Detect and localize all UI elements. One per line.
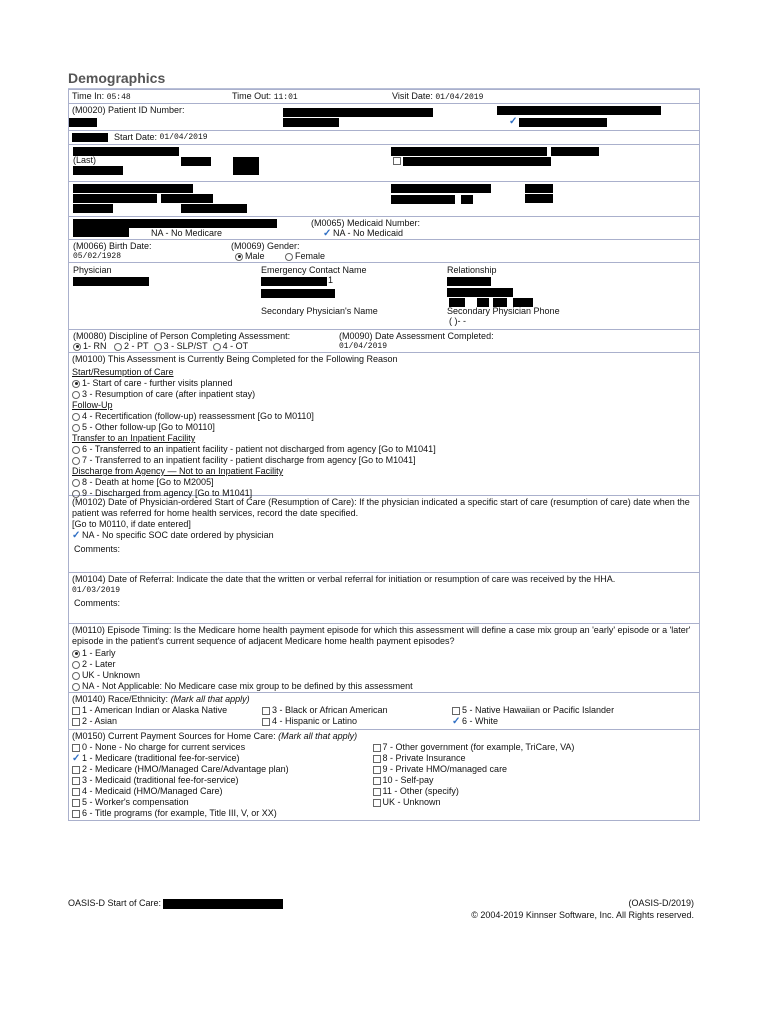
payment-9-checkbox[interactable] — [373, 766, 381, 774]
m0150-mark: (Mark all that apply) — [278, 731, 358, 741]
m0100-opt1-label: 1- Start of care - further visits planned — [82, 378, 233, 388]
checkbox[interactable] — [393, 157, 401, 165]
race-2-label: 2 - Asian — [82, 716, 118, 726]
payment-4-checkbox[interactable] — [72, 788, 80, 796]
redaction — [181, 204, 247, 213]
redaction — [73, 166, 123, 175]
redaction — [73, 184, 193, 193]
redaction — [261, 277, 327, 286]
secondary-physician-name-label: Secondary Physician's Name — [261, 306, 378, 316]
footer — [68, 898, 694, 920]
m0110-uk-radio[interactable] — [72, 672, 80, 680]
payment-0-checkbox[interactable] — [72, 744, 80, 752]
medicare-section — [68, 217, 700, 240]
redaction — [497, 106, 661, 115]
m0140-mark: (Mark all that apply) — [170, 694, 250, 704]
redaction — [233, 157, 259, 166]
gender-female-radio[interactable] — [285, 253, 293, 261]
m0100-opt4-label: 4 - Recertification (follow-up) reassessment [Go to M0110] — [82, 411, 314, 421]
redaction — [391, 195, 455, 204]
race-2-checkbox[interactable] — [72, 718, 80, 726]
check-icon: ✓ — [72, 530, 81, 541]
m0100-opt4-radio[interactable] — [72, 413, 80, 421]
redaction — [551, 147, 599, 156]
payment-1-label: 1 - Medicare (traditional fee-for-service) — [82, 753, 240, 763]
redaction — [391, 184, 491, 193]
gender-label: (M0069) Gender: — [231, 241, 300, 251]
race-3-label: 3 - Black or African American — [272, 705, 388, 715]
m0104-date: 01/03/2019 — [72, 586, 121, 595]
check-icon: ✓ — [72, 753, 81, 764]
m0100-opt8-label: 8 - Death at home [Go to M2005] — [82, 477, 214, 487]
m0110-section — [68, 624, 700, 693]
payment-11-checkbox[interactable] — [373, 788, 381, 796]
contacts-section — [68, 263, 700, 330]
m0102-section — [68, 496, 700, 573]
m0100-opt5-label: 5 - Other follow-up [Go to M0110] — [82, 422, 215, 432]
m0140-label: (M0140) Race/Ethnicity: — [72, 694, 169, 704]
redaction — [283, 108, 433, 117]
redaction — [391, 147, 547, 156]
race-1-checkbox[interactable] — [72, 707, 80, 715]
race-4-label: 4 - Hispanic or Latino — [272, 716, 358, 726]
m0104-comments-label: Comments: — [74, 598, 121, 608]
redaction — [73, 194, 157, 203]
gender-male-radio[interactable] — [235, 253, 243, 261]
payment-6-checkbox[interactable] — [72, 810, 80, 818]
race-1-label: 1 - American Indian or Alaska Native — [82, 705, 228, 715]
race-3-checkbox[interactable] — [262, 707, 270, 715]
m0100-opt9-label: 9 - Discharged from agency [Go to M1041] — [82, 488, 253, 498]
m0102-goto: [Go to M0110, if date entered] — [72, 519, 191, 529]
redaction — [525, 194, 553, 203]
m0100-section — [68, 353, 700, 496]
m0100-opt7-label: 7 - Transferred to an inpatient facility - patient discharge from agency [Go to M1041] — [82, 455, 416, 465]
m0100-opt3-label: 3 - Resumption of care (after inpatient stay) — [82, 389, 256, 399]
payment-9-label: 9 - Private HMO/managed care — [382, 764, 508, 774]
m0110-na-label: NA - Not Applicable: No Medicare case mix group to be defined by this assessment — [82, 681, 413, 691]
redaction — [447, 288, 513, 297]
payment-8-checkbox[interactable] — [373, 755, 381, 763]
redaction — [403, 157, 551, 166]
m0150-section — [68, 730, 700, 821]
patient-id-section — [68, 104, 700, 131]
redaction — [73, 204, 113, 213]
m0110-uk-label: UK - Unknown — [82, 670, 141, 680]
medicaid-label: (M0065) Medicaid Number: — [311, 218, 421, 228]
start-date-label: Start Date: — [114, 132, 158, 142]
m0104-label: (M0104) Date of Referral: Indicate the date that the written or verbal referral for initiation or resumption of care was received by the HHA. — [72, 574, 616, 584]
payment-5-checkbox[interactable] — [72, 799, 80, 807]
redaction — [69, 118, 97, 127]
payment-3-label: 3 - Medicaid (traditional fee-for-service) — [82, 775, 239, 785]
gender-female-label: Female — [295, 251, 326, 261]
redaction — [525, 184, 553, 193]
payment-10-label: 10 - Self-pay — [382, 775, 434, 785]
payment-uk-label: UK - Unknown — [382, 797, 441, 807]
time-row — [68, 89, 700, 104]
m0102-na-label: NA - No specific SOC date ordered by physician — [82, 530, 274, 540]
time-in-value: 05:48 — [106, 92, 131, 102]
m0100-group-start: Start/Resumption of Care — [72, 367, 174, 377]
relationship-label: Relationship — [447, 265, 497, 275]
birth-gender-section — [68, 240, 700, 263]
start-date-row — [68, 131, 700, 145]
patient-id-label: (M0020) Patient ID Number: — [72, 105, 185, 115]
time-in-label: Time In: — [72, 90, 105, 101]
m0110-early-radio[interactable] — [72, 650, 80, 658]
m0100-group-transfer: Transfer to an Inpatient Facility — [72, 433, 196, 443]
race-5-label: 5 - Native Hawaiian or Pacific Islander — [462, 705, 615, 715]
redaction — [72, 133, 108, 142]
m0110-label: (M0110) Episode Timing: Is the Medicare home health payment episode for which this assessment will define a case mix group an 'early' episode or a 'later' episode in the patient's current sequence of adjacent Medicare home health payment episodes? — [72, 625, 691, 646]
discipline-pt-label: 2 - PT — [124, 341, 149, 351]
m0100-opt5-radio[interactable] — [72, 424, 80, 432]
m0102-comments-label: Comments: — [74, 544, 121, 554]
payment-5-label: 5 - Worker's compensation — [82, 797, 189, 807]
m0100-opt7-radio[interactable] — [72, 457, 80, 465]
visit-date-value: 01/04/2019 — [435, 92, 484, 102]
payment-0-label: 0 - None - No charge for current services — [82, 742, 246, 752]
address-section — [68, 182, 700, 217]
payment-uk-checkbox[interactable] — [373, 799, 381, 807]
payment-2-checkbox[interactable] — [72, 766, 80, 774]
m0080-label: (M0080) Discipline of Person Completing Assessment: — [73, 331, 291, 341]
emergency-suffix: 1 — [328, 275, 334, 285]
footer-label: OASIS-D Start of Care: — [68, 898, 162, 908]
m0140-section — [68, 693, 700, 730]
m0100-group-followup: Follow-Up — [72, 400, 113, 410]
payment-7-label: 7 - Other government (for example, TriCare, VA) — [382, 742, 575, 752]
redaction — [73, 219, 277, 228]
footer-version: (OASIS-D/2019) — [628, 898, 694, 909]
m0150-right-column — [373, 742, 671, 808]
payment-3-checkbox[interactable] — [72, 777, 80, 785]
m0100-group-discharge: Discharge from Agency — Not to an Inpatient Facility — [72, 466, 284, 476]
payment-2-label: 2 - Medicare (HMO/Managed Care/Advantage plan) — [82, 764, 289, 774]
discipline-slp-radio[interactable] — [154, 343, 162, 351]
discipline-ot-label: 4 - OT — [222, 341, 249, 351]
discipline-pt-radio[interactable] — [114, 343, 122, 351]
form-page — [68, 68, 700, 821]
m0110-na-radio[interactable] — [72, 683, 80, 691]
redaction — [73, 228, 129, 237]
m0090-date: 01/04/2019 — [339, 342, 388, 351]
birth-date-value: 05/02/1928 — [73, 252, 122, 261]
redaction — [447, 277, 491, 286]
redaction — [161, 194, 213, 203]
na-medicaid-label: NA - No Medicaid — [333, 228, 404, 238]
check-icon: ✓ — [452, 716, 461, 727]
secondary-physician-phone-value: ( )- - — [449, 316, 466, 326]
m0090-label: (M0090) Date Assessment Completed: — [339, 331, 494, 341]
m0104-section — [68, 573, 700, 624]
m0150-left-column — [72, 742, 370, 819]
redaction — [163, 899, 283, 909]
race-5-checkbox[interactable] — [452, 707, 460, 715]
redaction — [181, 157, 211, 166]
gender-male-label: Male — [245, 251, 265, 261]
footer-copyright: © 2004-2019 Kinnser Software, Inc. All Rights reserved. — [471, 909, 694, 920]
payment-8-label: 8 - Private Insurance — [382, 753, 466, 763]
payment-10-checkbox[interactable] — [373, 777, 381, 785]
redaction — [73, 277, 149, 286]
payment-11-label: 11 - Other (specify) — [382, 786, 459, 796]
birth-date-label: (M0066) Birth Date: — [73, 241, 152, 251]
payment-7-checkbox[interactable] — [373, 744, 381, 752]
secondary-physician-phone-label: Secondary Physician Phone — [447, 306, 560, 316]
m0102-label: (M0102) Date of Physician-ordered Start of Care (Resumption of Care): If the physician indicated a specific start of care (resumption of care) date when the patient was referred for home health services, record the date specified. — [72, 497, 690, 518]
m0110-early-label: 1 - Early — [82, 648, 116, 658]
check-icon: ✓ — [323, 228, 332, 239]
race-4-checkbox[interactable] — [262, 718, 270, 726]
m0110-later-label: 2 - Later — [82, 659, 116, 669]
m0110-later-radio[interactable] — [72, 661, 80, 669]
m0080-section — [68, 330, 700, 353]
last-name-label: (Last) — [73, 155, 97, 165]
redaction — [233, 166, 259, 175]
time-out-value: 11:01 — [273, 92, 298, 102]
redaction — [461, 195, 473, 204]
m0100-opt1-radio[interactable] — [72, 380, 80, 388]
payment-4-label: 4 - Medicaid (HMO/Managed Care) — [82, 786, 223, 796]
page-title: Demographics — [68, 68, 700, 89]
redaction — [519, 118, 607, 127]
m0100-label: (M0100) This Assessment is Currently Being Completed for the Following Reason — [72, 354, 398, 364]
m0100-opt6-radio[interactable] — [72, 446, 80, 454]
physician-label: Physician — [73, 265, 112, 275]
discipline-ot-radio[interactable] — [213, 343, 221, 351]
discipline-rn-radio[interactable] — [73, 343, 81, 351]
emergency-contact-label: Emergency Contact Name — [261, 265, 367, 275]
m0100-opt3-radio[interactable] — [72, 391, 80, 399]
discipline-rn-label: 1- RN — [83, 341, 107, 351]
m0100-opt6-label: 6 - Transferred to an inpatient facility - patient not discharged from agency [Go to M1041] — [82, 444, 436, 454]
visit-date-label: Visit Date: — [392, 90, 433, 101]
time-out-label: Time Out: — [232, 90, 272, 101]
discipline-slp-label: 3 - SLP/ST — [163, 341, 208, 351]
start-date-value: 01/04/2019 — [159, 133, 208, 142]
payment-6-label: 6 - Title programs (for example, Title III, V, or XX) — [82, 808, 277, 818]
check-icon: ✓ — [509, 116, 518, 127]
m0100-opt8-radio[interactable] — [72, 479, 80, 487]
redaction — [261, 289, 335, 298]
m0150-label: (M0150) Current Payment Sources for Home Care: — [72, 731, 276, 741]
na-medicare-label: NA - No Medicare — [151, 228, 223, 238]
name-section — [68, 145, 700, 182]
race-6-label: 6 - White — [462, 716, 499, 726]
redaction — [283, 118, 339, 127]
